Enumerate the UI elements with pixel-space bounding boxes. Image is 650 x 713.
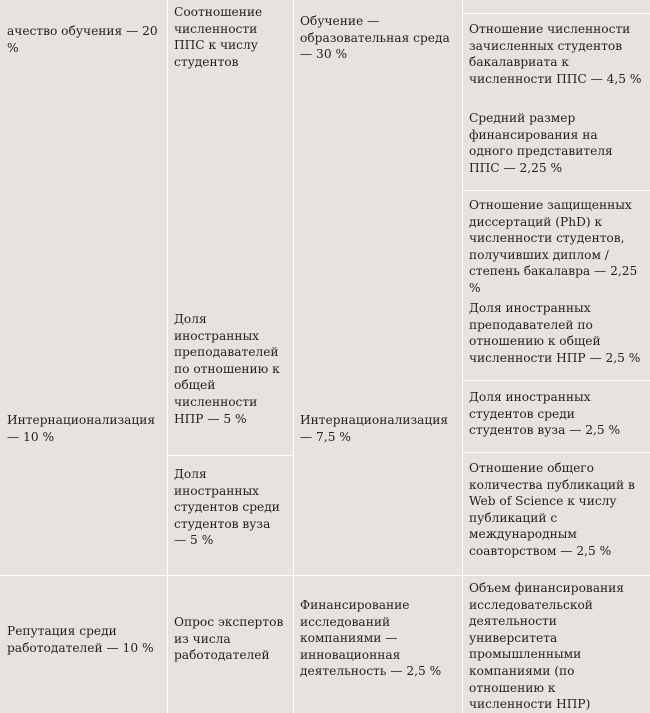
indicator-text: Соотношение численности ППС к числу студентов bbox=[174, 5, 263, 69]
subindicator-cell bbox=[462, 21, 650, 87]
subindicator-cell bbox=[462, 300, 650, 366]
criterion-cell bbox=[0, 20, 167, 60]
indicator-cell bbox=[167, 466, 293, 549]
indicator-cell bbox=[167, 4, 293, 70]
row-divider bbox=[462, 380, 650, 381]
indicator-text: Опрос экспертов из числа работодателей bbox=[174, 615, 284, 663]
group-cell bbox=[293, 597, 462, 680]
criterion-text: Репутация среди работодателей — 10 % bbox=[7, 624, 154, 655]
group-cell bbox=[293, 13, 462, 63]
subindicator-cell bbox=[462, 110, 650, 176]
group-cell bbox=[293, 411, 462, 447]
row-divider bbox=[462, 190, 650, 191]
subindicator-text: Отношение численности зачисленных студентов бакалавриата к численности ППС — 4,5 % bbox=[469, 22, 642, 86]
indicator-text: Доля иностранных студентов среди студентов вуза — 5 % bbox=[174, 467, 280, 548]
subindicator-cell bbox=[462, 389, 650, 439]
group-text: Обучение — образовательная среда — 30 % bbox=[300, 14, 450, 62]
subindicator-cell bbox=[462, 460, 650, 560]
subindicator-cell bbox=[462, 197, 650, 297]
subindicator-cell bbox=[462, 580, 650, 713]
row-divider bbox=[462, 452, 650, 453]
subindicator-text: Средний размер финансирования на одного представителя ППС — 2,25 % bbox=[469, 111, 613, 175]
criterion-cell bbox=[0, 622, 167, 658]
subindicator-text: Доля иностранных преподавателей по отношению к общей численности НПР — 2,5 % bbox=[469, 301, 641, 365]
subindicator-text: Отношение общего количества публикаций в Web of Science к числу публикаций с международным соавторством — 2,5 % bbox=[469, 461, 635, 558]
row-divider bbox=[462, 13, 650, 14]
subindicator-text: Доля иностранных студентов среди студентов вуза — 2,5 % bbox=[469, 390, 621, 438]
subindicator-text: Отношение защищенных диссертаций (PhD) к численности студентов, получивших диплом / степень бакалавра — 2,25 % bbox=[469, 198, 638, 295]
row-divider bbox=[167, 455, 293, 456]
subindicator-text: Объем финансирования исследовательской деятельности университета промышленными компаниями (по отношению к численности НПР) bbox=[469, 581, 624, 712]
criterion-cell bbox=[0, 411, 167, 447]
row-divider bbox=[0, 575, 650, 576]
indicator-text: Доля иностранных преподавателей по отношению к общей численности НПР — 5 % bbox=[174, 312, 280, 426]
criterion-text: ачество обучения — 20 % bbox=[7, 24, 158, 55]
group-text: Финансирование исследований компаниями — инновационная деятельность — 2,5 % bbox=[300, 598, 442, 679]
indicator-cell bbox=[167, 311, 293, 427]
criterion-text: Интернационализация — 10 % bbox=[7, 413, 156, 444]
indicator-cell bbox=[167, 614, 293, 664]
group-text: Интернационализация — 7,5 % bbox=[300, 413, 449, 444]
